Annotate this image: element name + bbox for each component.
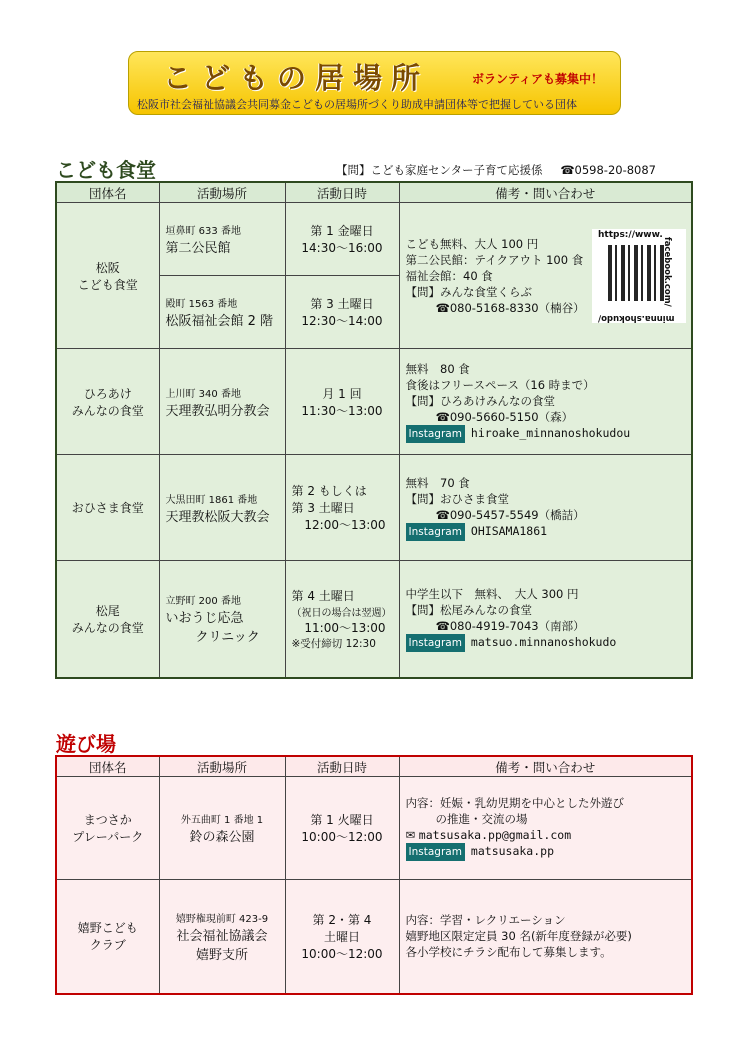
place-name: 松阪福祉会館 2 階 [165,314,274,329]
note-phone: 080-5168-8330（楠谷） [449,300,585,315]
time-day: 第 2・第 4 [312,912,372,927]
group-name [56,777,159,880]
volunteer-note: ボランティアも募集中！ [472,72,604,86]
note-line: 【問】みんな食堂くらぶ [405,284,532,299]
instagram-handle[interactable]: matsuo.minnanoshokudo [470,634,617,649]
note-line: 内容：妊娠・乳幼児期を中心とした外遊び [405,796,624,810]
time-cell [285,349,399,455]
time-hours: 10:00～12:00 [301,946,383,961]
note-line: こども無料、大人 100 円 [405,236,539,251]
time-cell [285,561,399,678]
note-line: 内容：学習・レクリエーション [405,913,566,928]
place-name: 鈴の森公園 [189,830,255,845]
qr-code[interactable] [592,229,686,323]
place-cell [159,276,285,349]
time-day: 第 4 土曜日 [291,588,355,603]
instagram-handle[interactable]: OHISAMA1861 [470,523,548,538]
section-title-asobiba: 遊び場 [56,732,116,756]
address: 垣鼻町 633 番地 [165,226,241,237]
note-line: 食後はフリースペース（16 時まで） [405,377,595,392]
note-line: 【問】松尾みんなの食堂 [405,602,532,617]
header-place: 活動場所 [159,182,285,203]
contact-label: 【問】こども家庭センター子育て応援係 [336,163,543,177]
header-notes: 備考・問い合わせ [399,182,692,203]
place-cell [159,455,285,561]
qr-code-icon [608,245,664,301]
time-day: 土曜日 [323,929,360,944]
address: 立野町 200 番地 [165,596,241,608]
header-group: 団体名 [56,756,159,777]
time-day: 第 2 もしくは [291,484,367,498]
instagram-badge: Instagram [406,523,465,541]
page-title: こどもの居場所 [163,61,430,95]
time-cell [285,203,399,276]
place-name: クリニック [195,630,260,646]
note-line: 第二公民館：テイクアウト 100 食 [405,252,584,267]
note-phone: 090-5660-5150（森） [449,409,574,424]
note-line: 無料 70 食 [405,475,470,490]
group-name-line: こども食堂 [77,277,138,292]
place-name: 嬉野支所 [195,947,248,963]
table-header-row [56,182,692,203]
instagram-badge: Instagram [406,634,465,652]
address: 上川町 340 番地 [165,388,241,400]
group-name-line: ひろあけ [83,386,132,401]
header-time: 活動日時 [285,756,399,777]
email-link[interactable]: matsusaka.pp@gmail.com [418,828,572,842]
time-hours: 14:30～16:00 [301,241,383,255]
notes-cell [399,455,692,561]
instagram-badge: Instagram [406,843,465,861]
time-day: 第 3 土曜日 [291,501,355,515]
section-title-shokudo: こども食堂 [56,158,156,182]
group-name-line: 嬉野こども [77,921,138,936]
group-name [56,880,159,994]
group-name [56,455,159,561]
place-cell [159,203,285,276]
table-row [56,880,692,994]
phone-icon: ☎ [435,618,450,633]
time-day: 月 1 回 [322,386,362,401]
note-line: 【問】ひろあけみんなの食堂 [405,393,555,408]
time-hours: 11:30～13:00 [301,403,383,418]
contact-phone: 0598-20-8087 [574,163,656,177]
table-row [56,455,692,561]
place-cell [159,561,285,678]
notes-cell [399,349,692,455]
address: 殿町 1563 番地 [165,299,238,310]
address: 嬉野権現前町 423-9 [175,913,269,925]
place-name: 天理教松阪大教会 [165,509,270,525]
group-name-line: おひさま食堂 [71,501,144,515]
time-hours: 12:30～14:00 [301,314,383,328]
phone-icon: ☎ [435,507,450,522]
time-cell [285,777,399,880]
note-line: の推進・交流の場 [435,812,528,826]
time-day: 第 3 土曜日 [310,297,374,311]
note-line: 福祉会館：40 食 [405,268,493,283]
group-name [56,349,159,455]
time-note: （祝日の場合は翌週） [291,607,392,619]
note-line: 中学生以下 無料、 大人 300 円 [405,586,579,601]
header-time: 活動日時 [285,182,399,203]
time-day: 第 1 金曜日 [310,224,374,238]
note-line: 各小学校にチラシ配布して募集します。 [405,945,612,960]
place-name: 社会福祉協議会 [176,928,268,944]
banner-description: 松阪市社会福祉協議会共同募金こどもの居場所づくり助成申請団体等で把握している団体 [137,98,577,111]
time-hours: 11:00～13:00 [304,620,386,635]
qr-url-right: facebook.com/ [662,237,672,307]
time-hours: 12:00～13:00 [304,518,386,532]
group-name-line: プレーパーク [72,830,144,844]
asobiba-table [55,755,693,995]
place-name: 第二公民館 [165,241,231,256]
header-notes: 備考・問い合わせ [399,756,692,777]
group-name-line: みんなの食堂 [71,620,144,635]
address: 大黒田町 1861 番地 [165,494,258,506]
place-cell [159,777,285,880]
notes-cell [399,561,692,678]
note-phone: 090-5457-5549（橋詰） [449,507,585,522]
title-banner [128,51,621,115]
time-cell [285,276,399,349]
table-row [56,349,692,455]
place-cell [159,880,285,994]
group-name-line: まつさか [83,813,132,827]
contact-line [336,162,656,178]
group-name [56,203,159,349]
mail-icon: ✉ [405,828,416,842]
group-name [56,561,159,678]
notes-cell [399,880,692,994]
instagram-badge: Instagram [406,425,465,443]
qr-url-top: https://www. [598,230,663,240]
note-phone: 080-4919-7043（南部） [449,618,585,633]
group-name-line: みんなの食堂 [71,403,144,418]
note-line: 【問】おひさま食堂 [405,491,509,506]
table-header-row [56,756,692,777]
table-row [56,777,692,880]
group-name-line: 松尾 [95,603,120,618]
phone-icon: ☎ [560,163,575,177]
group-name-line: クラブ [89,938,126,953]
phone-icon: ☎ [435,300,450,315]
phone-icon: ☎ [435,409,450,424]
notes-cell [399,777,692,880]
time-cell [285,880,399,994]
place-cell [159,349,285,455]
time-hours: 10:00～12:00 [301,830,383,844]
header-group: 団体名 [56,182,159,203]
instagram-handle[interactable]: matsusaka.pp [470,844,555,858]
place-name: いおうじ応急 [165,611,244,627]
address: 外五曲町 1 番地 1 [180,815,264,826]
qr-url-bottom: minna.shokudo/ [598,313,675,323]
note-line: 嬉野地区限定定員 30 名(新年度登録が必要) [405,929,632,944]
instagram-handle[interactable]: hiroake_minnanoshokudou [470,425,631,440]
time-cell [285,455,399,561]
note-line: 無料 80 食 [405,361,470,376]
group-name-line: 松阪 [95,260,120,275]
header-place: 活動場所 [159,756,285,777]
table-row [56,561,692,678]
place-name: 天理教弘明分教会 [165,403,270,419]
time-day: 第 1 火曜日 [310,813,374,827]
time-note: ※受付締切 12:30 [291,637,376,650]
